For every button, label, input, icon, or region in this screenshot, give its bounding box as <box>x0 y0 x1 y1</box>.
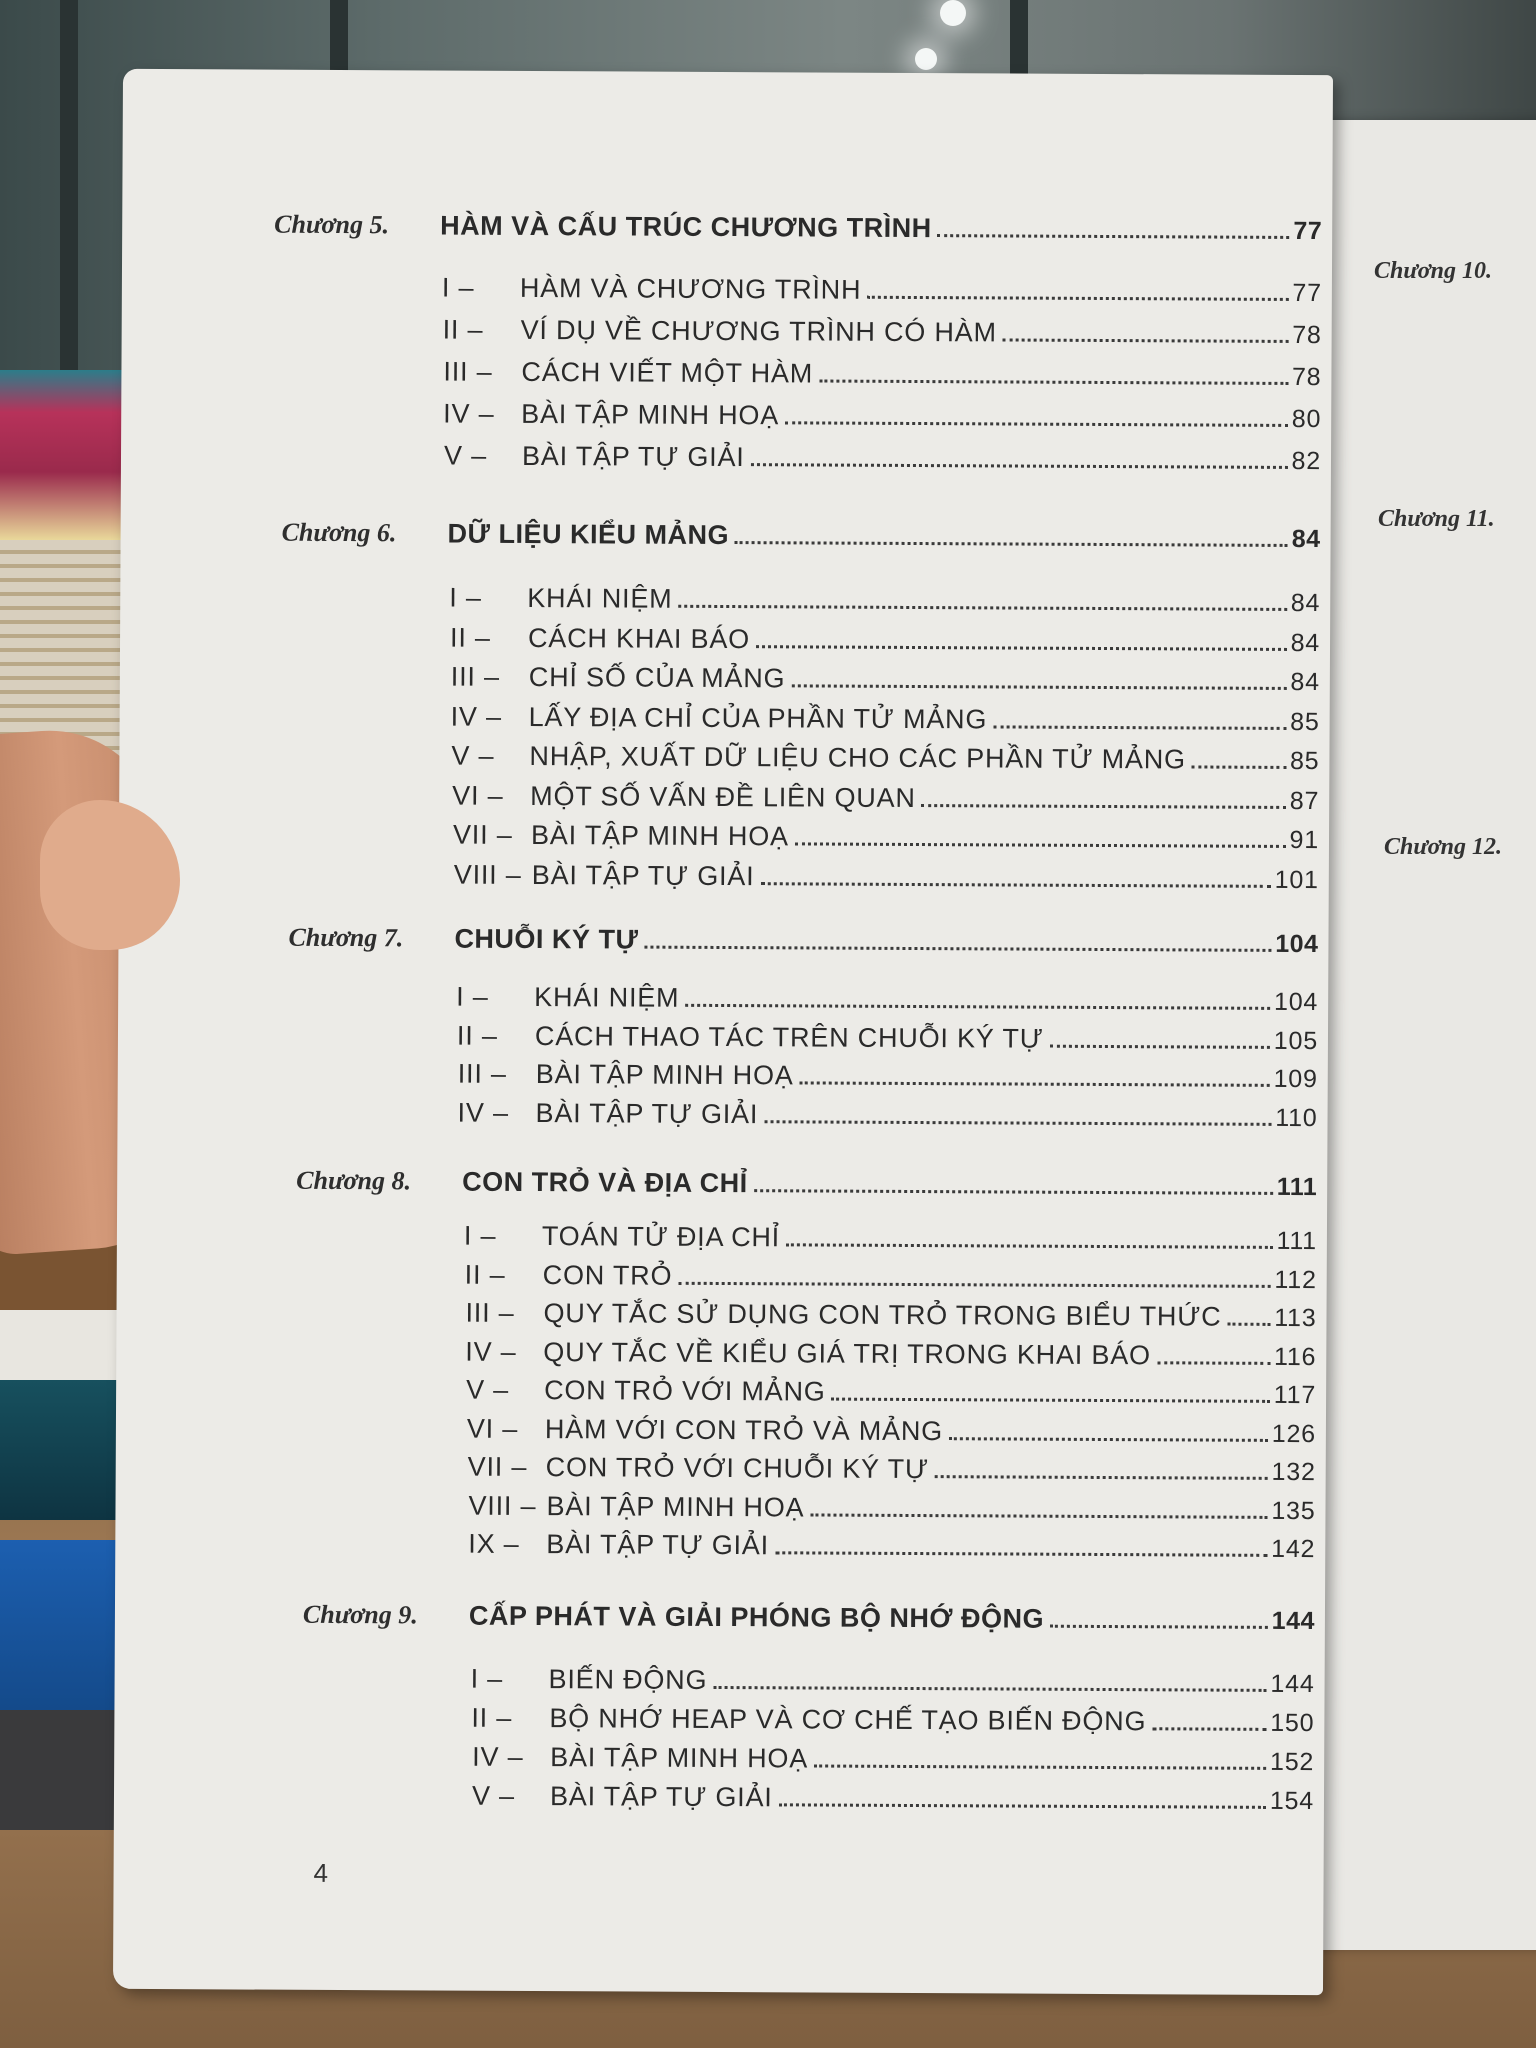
dot-leader <box>935 1475 1268 1480</box>
page-number: 4 <box>313 1857 329 1888</box>
dot-leader <box>764 1120 1271 1126</box>
dot-leader <box>685 1004 1270 1010</box>
section-title: BÀI TẬP TỰ GIẢI <box>546 1529 770 1561</box>
dot-leader <box>678 1282 1270 1288</box>
section-entry[interactable] <box>472 1781 1314 1816</box>
chapter-entry[interactable] <box>448 519 1321 555</box>
dot-leader <box>819 379 1288 384</box>
chapter-entry[interactable] <box>454 924 1318 960</box>
dot-leader <box>800 1081 1270 1086</box>
adjacent-page-chapter: Chương 11. <box>1378 506 1495 532</box>
section-title: QUY TẮC SỬ DỤNG CON TRỎ TRONG BIỂU THỨC <box>543 1298 1222 1332</box>
section-number: III – <box>443 356 493 387</box>
section-title: BÀI TẬP MINH HOẠ <box>521 398 780 431</box>
section-number: II – <box>442 314 484 345</box>
section-page-number: 84 <box>1290 588 1321 618</box>
chapter-title: CON TRỎ VÀ ĐỊA CHỈ <box>462 1166 748 1199</box>
section-page-number: 116 <box>1273 1342 1317 1372</box>
dot-leader <box>1192 765 1286 768</box>
chapter-label: Chương 9. <box>302 1599 418 1630</box>
dot-leader <box>832 1398 1270 1403</box>
section-title: BỘ NHỚ HEAP VÀ CƠ CHẾ TẠO BIẾN ĐỘNG <box>549 1703 1147 1737</box>
section-number: I – <box>441 272 475 303</box>
chapter-page-number: 77 <box>1293 216 1323 246</box>
chapter-page-number: 144 <box>1271 1606 1315 1636</box>
table-of-contents <box>113 69 1333 1995</box>
section-entry[interactable] <box>465 1337 1316 1372</box>
section-entry[interactable] <box>468 1491 1315 1526</box>
section-entry[interactable] <box>451 702 1320 738</box>
chapter-label: Chương 8. <box>296 1165 412 1196</box>
ceiling-light <box>915 48 937 70</box>
book-stack <box>0 370 140 540</box>
dot-leader <box>1152 1727 1266 1731</box>
dot-leader <box>1050 1625 1268 1629</box>
section-entry[interactable] <box>467 1414 1316 1449</box>
section-entry[interactable] <box>465 1260 1317 1295</box>
chapter-title: DỮ LIỆU KIỂU MẢNG <box>447 518 730 551</box>
book-page <box>113 69 1333 1995</box>
adjacent-page-chapter: Chương 10. <box>1374 258 1492 284</box>
section-number: IV – <box>472 1741 524 1772</box>
section-entry[interactable] <box>468 1452 1316 1487</box>
section-number: I – <box>470 1663 504 1694</box>
section-entry[interactable] <box>449 583 1320 619</box>
chapter-entry[interactable] <box>469 1601 1315 1636</box>
section-number: III – <box>457 1058 507 1089</box>
section-number: IV – <box>450 701 502 732</box>
dot-leader <box>814 1764 1266 1769</box>
section-page-number: 111 <box>1276 1226 1317 1256</box>
dot-leader <box>1157 1361 1270 1365</box>
section-number: II – <box>449 622 491 653</box>
section-entry[interactable] <box>456 982 1318 1018</box>
section-title: BÀI TẬP MINH HOẠ <box>546 1491 805 1523</box>
section-number: V – <box>466 1374 510 1405</box>
section-title: LẤY ĐỊA CHỈ CỦA PHẦN TỬ MẢNG <box>528 701 988 735</box>
section-entry[interactable] <box>453 820 1319 856</box>
section-title: NHẬP, XUẤT DỮ LIỆU CHO CÁC PHẦN TỬ MẢNG <box>529 740 1186 775</box>
section-page-number: 101 <box>1274 865 1319 895</box>
section-entry[interactable] <box>471 1703 1314 1738</box>
section-page-number: 117 <box>1273 1380 1317 1410</box>
section-entry[interactable] <box>472 1742 1314 1777</box>
section-entry[interactable] <box>442 273 1322 309</box>
dot-leader <box>1227 1323 1270 1326</box>
section-title: CON TRỎ VỚI CHUỖI KÝ TỰ <box>545 1452 929 1485</box>
dot-leader <box>713 1686 1266 1692</box>
section-number: IV – <box>443 398 495 429</box>
section-page-number: 109 <box>1273 1064 1318 1094</box>
section-title: BÀI TẬP TỰ GIẢI <box>549 1781 773 1813</box>
dot-leader <box>760 882 1270 888</box>
chapter-label: Chương 7. <box>288 922 404 953</box>
chapter-page-number: 104 <box>1275 929 1319 959</box>
section-page-number: 85 <box>1290 707 1320 737</box>
dot-leader <box>754 1189 1273 1195</box>
dot-leader <box>785 421 1288 427</box>
adjacent-page-chapter: Chương 12. <box>1384 834 1502 860</box>
section-number: VIII – <box>468 1490 537 1522</box>
chapter-entry[interactable] <box>462 1167 1317 1202</box>
dot-leader <box>678 605 1286 611</box>
section-page-number: 135 <box>1271 1496 1316 1526</box>
section-number: II – <box>456 1020 498 1051</box>
section-number: VII – <box>467 1451 528 1482</box>
section-page-number: 80 <box>1291 404 1322 434</box>
section-title: CON TRỎ <box>542 1260 673 1291</box>
section-page-number: 91 <box>1289 825 1320 855</box>
section-title: CÁCH KHAI BÁO <box>527 622 751 655</box>
section-entry[interactable] <box>443 315 1322 351</box>
dot-leader <box>751 463 1288 469</box>
section-title: BIẾN ĐỘNG <box>548 1664 708 1695</box>
section-page-number: 144 <box>1270 1669 1315 1699</box>
section-title: QUY TẮC VỀ KIỂU GIÁ TRỊ TRONG KHAI BÁO <box>543 1337 1151 1371</box>
section-number: III – <box>465 1297 515 1328</box>
section-title: BÀI TẬP MINH HOẠ <box>530 819 789 852</box>
section-title: HÀM VỚI CON TRỎ VÀ MẢNG <box>544 1414 944 1447</box>
section-page-number: 78 <box>1292 320 1322 350</box>
section-title: BÀI TẬP TỰ GIẢI <box>535 1098 759 1130</box>
section-number: V – <box>443 440 488 471</box>
section-page-number: 154 <box>1269 1786 1315 1816</box>
dot-leader <box>938 234 1290 239</box>
section-page-number: 152 <box>1269 1747 1315 1777</box>
ceiling-light <box>940 0 966 26</box>
section-page-number: 87 <box>1289 786 1320 816</box>
section-entry[interactable] <box>443 357 1321 393</box>
section-entry[interactable] <box>457 1098 1317 1134</box>
section-number: I – <box>449 582 482 613</box>
section-number: VII – <box>452 819 513 850</box>
dot-leader <box>786 1243 1272 1249</box>
section-number: I – <box>463 1220 497 1251</box>
dot-leader <box>810 1513 1267 1518</box>
section-entry[interactable] <box>452 781 1319 817</box>
adjacent-page <box>1318 120 1536 1950</box>
section-number: VI – <box>466 1413 519 1444</box>
section-entry[interactable] <box>466 1375 1316 1410</box>
section-number: II – <box>464 1259 506 1290</box>
chapter-title: HÀM VÀ CẤU TRÚC CHƯƠNG TRÌNH <box>440 210 932 244</box>
section-page-number: 112 <box>1274 1265 1317 1295</box>
dot-leader <box>756 645 1287 651</box>
section-page-number: 82 <box>1291 446 1322 476</box>
section-page-number: 78 <box>1291 362 1322 392</box>
section-entry[interactable] <box>444 441 1321 477</box>
section-title: CÁCH VIẾT MỘT HÀM <box>521 356 814 389</box>
section-number: III – <box>450 661 500 692</box>
chapter-title: CẤP PHÁT VÀ GIẢI PHÓNG BỘ NHỚ ĐỘNG <box>468 1600 1045 1634</box>
section-number: VI – <box>452 780 504 811</box>
section-number: VIII – <box>453 859 522 890</box>
dot-leader <box>1050 1045 1270 1049</box>
chapter-label: Chương 5. <box>274 209 390 240</box>
section-title: MỘT SỐ VẤN ĐỀ LIÊN QUAN <box>530 780 916 814</box>
dot-leader <box>644 946 1271 952</box>
chapter-page-number: 84 <box>1291 524 1321 554</box>
section-title: BÀI TẬP TỰ GIẢI <box>531 859 755 892</box>
section-page-number: 126 <box>1271 1419 1316 1449</box>
section-title: VÍ DỤ VỀ CHƯƠNG TRÌNH CÓ HÀM <box>520 314 997 348</box>
section-page-number: 84 <box>1290 628 1321 658</box>
chapter-page-number: 111 <box>1276 1172 1318 1202</box>
dot-leader <box>795 842 1286 848</box>
section-entry[interactable] <box>464 1221 1317 1256</box>
background-pillar <box>60 0 78 420</box>
section-page-number: 150 <box>1270 1708 1315 1738</box>
section-entry[interactable] <box>451 741 1319 777</box>
section-entry[interactable] <box>468 1529 1315 1564</box>
section-number: I – <box>456 981 489 1012</box>
section-entry[interactable] <box>471 1664 1315 1699</box>
section-title: BÀI TẬP TỰ GIẢI <box>521 440 745 473</box>
section-number: IX – <box>468 1528 520 1559</box>
dot-leader <box>791 684 1286 690</box>
section-title: BÀI TẬP MINH HOẠ <box>550 1742 809 1774</box>
section-page-number: 105 <box>1273 1026 1319 1056</box>
section-page-number: 85 <box>1289 746 1320 776</box>
chapter-entry[interactable] <box>440 211 1322 247</box>
section-page-number: 104 <box>1273 987 1319 1017</box>
dot-leader <box>993 725 1286 730</box>
section-page-number: 132 <box>1271 1457 1316 1487</box>
section-entry[interactable] <box>457 1021 1318 1057</box>
section-entry[interactable] <box>451 662 1320 698</box>
chapter-title: CHUỖI KÝ TỰ <box>454 923 639 955</box>
section-number: II – <box>471 1702 513 1733</box>
section-number: V – <box>451 740 495 771</box>
section-page-number: 77 <box>1292 278 1322 308</box>
section-page-number: 84 <box>1290 667 1320 697</box>
section-title: CHỈ SỐ CỦA MẢNG <box>528 661 786 694</box>
dot-leader <box>735 541 1288 547</box>
dot-leader <box>867 296 1288 301</box>
section-page-number: 113 <box>1274 1303 1317 1333</box>
chapter-label: Chương 6. <box>281 517 397 548</box>
section-title: KHÁI NIỆM <box>527 582 673 614</box>
dot-leader <box>775 1551 1267 1557</box>
section-number: IV – <box>465 1336 517 1367</box>
section-title: CON TRỎ VỚI MẢNG <box>544 1375 826 1407</box>
dot-leader <box>949 1437 1268 1442</box>
section-entry[interactable] <box>443 399 1321 435</box>
section-number: IV – <box>457 1097 509 1128</box>
section-title: TOÁN TỬ ĐỊA CHỈ <box>541 1221 781 1253</box>
section-title: BÀI TẬP MINH HOẠ <box>535 1059 794 1091</box>
section-title: HÀM VÀ CHƯƠNG TRÌNH <box>519 272 862 305</box>
section-title: CÁCH THAO TÁC TRÊN CHUỖI KÝ TỰ <box>534 1021 1044 1054</box>
section-page-number: 110 <box>1275 1103 1318 1133</box>
dot-leader <box>922 804 1286 809</box>
section-entry[interactable] <box>458 1059 1318 1095</box>
section-page-number: 142 <box>1271 1534 1316 1564</box>
section-title: KHÁI NIỆM <box>534 982 680 1013</box>
section-entry[interactable] <box>454 860 1319 896</box>
section-entry[interactable] <box>450 623 1320 659</box>
section-entry[interactable] <box>465 1298 1316 1333</box>
dot-leader <box>779 1803 1266 1809</box>
section-number: V – <box>471 1780 516 1811</box>
dot-leader <box>1003 338 1288 342</box>
